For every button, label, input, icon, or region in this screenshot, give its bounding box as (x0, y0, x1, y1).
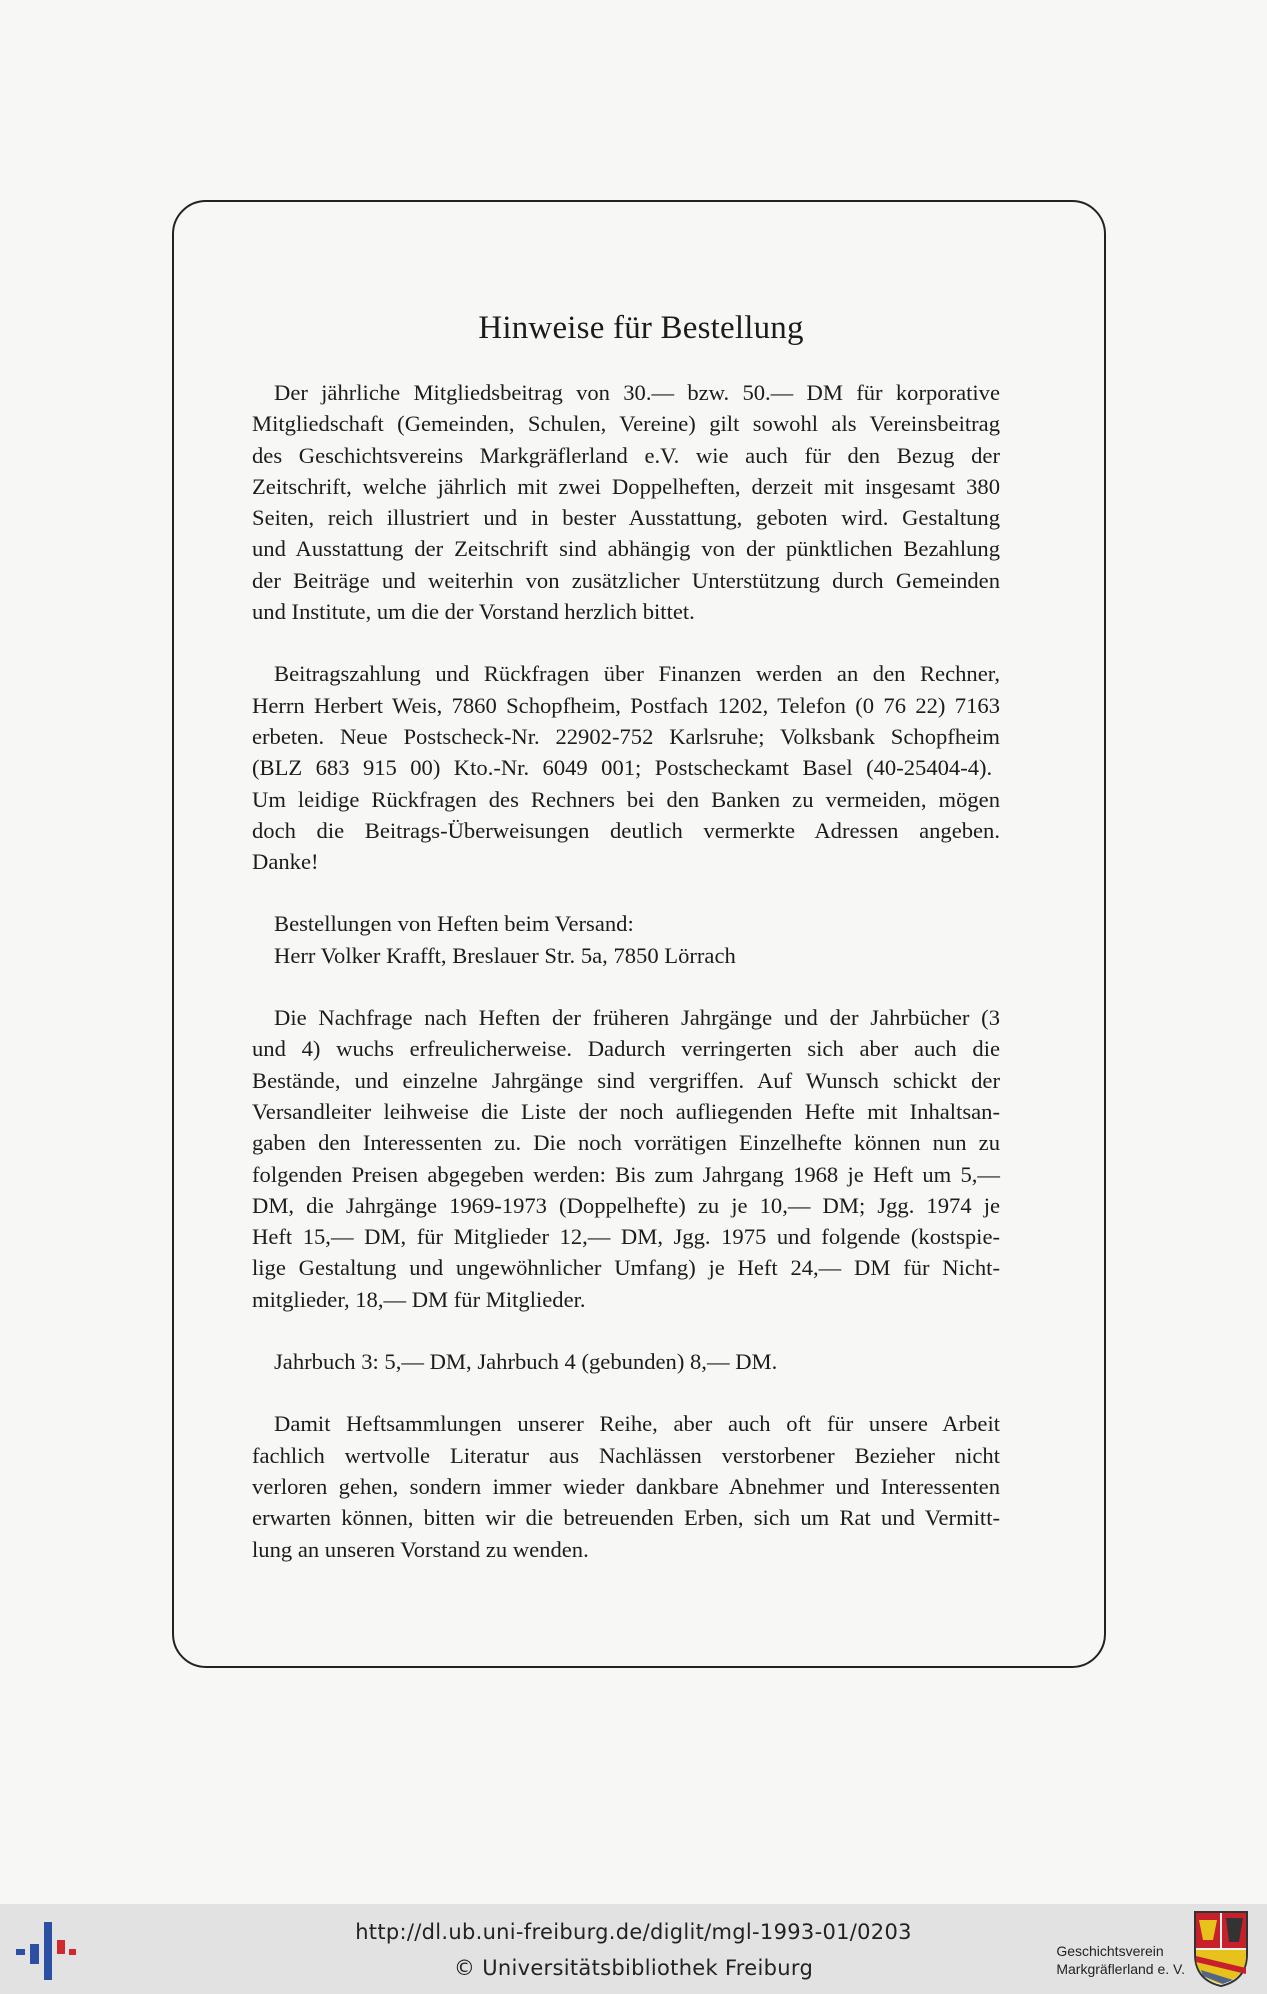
society-name (1056, 1942, 1185, 1978)
text-line: der Beiträge und weiterhin von zusätzlicher Unterstützung durch Gemeinden (252, 567, 1000, 593)
text-line: und 4) wuchs erfreulicherweise. Dadurch verringerten sich aber auch die (252, 1036, 1000, 1062)
paragraph-list (252, 377, 1022, 1565)
society-name-line2: Markgräflerland e. V. (1056, 1961, 1185, 1977)
text-line: (BLZ 683 915 00) Kto.-Nr. 6049 001; Postscheckamt Basel (40-25404-4). (252, 755, 993, 781)
text-line: Zeitschrift, welche jährlich mit zwei Doppelheften, derzeit mit insgesamt 380 (252, 473, 1000, 499)
text-line: DM, die Jahrgänge 1969-1973 (Doppelhefte) zu je 10,— DM; Jgg. 1974 je (252, 1192, 1000, 1218)
paragraph (252, 1002, 1022, 1315)
text-line: erwarten können, bitten wir die betreuenden Erben, sich um Rat und Vermitt- (252, 1505, 1000, 1531)
text-line: Danke! (252, 849, 319, 875)
paragraph (252, 908, 1022, 971)
viewer-footer (0, 1904, 1267, 1994)
paragraph (252, 1408, 1022, 1564)
text-line: gaben den Interessenten zu. Die noch vorrätigen Einzelhefte können nun zu (252, 1130, 1000, 1156)
text-line: Herr Volker Krafft, Breslauer Str. 5a, 7850 Lörrach (274, 942, 736, 968)
text-line: und Institute, um die der Vorstand herzlich bittet. (252, 599, 695, 625)
text-line: Herrn Herbert Weis, 7860 Schopfheim, Postfach 1202, Telefon (0 76 22) 7163 (252, 692, 1000, 718)
page-title: Hinweise für Bestellung (478, 310, 804, 346)
text-line: Jahrbuch 3: 5,— DM, Jahrbuch 4 (gebunden) 8,— DM. (274, 1349, 778, 1375)
text-line: Heft 15,— DM, für Mitglieder 12,— DM, Jgg. 1975 und folgende (kostspie- (252, 1224, 1000, 1250)
text-line: des Geschichtsvereins Markgräflerland e.V. wie auch für den Bezug der (252, 442, 1000, 468)
text-line: Bestände, und einzelne Jahrgänge sind vergriffen. Auf Wunsch schickt der (252, 1067, 1000, 1093)
page-permalink[interactable]: http://dl.ub.uni-freiburg.de/diglit/mgl-1993-01/0203 (355, 1920, 912, 1944)
text-line: Damit Heftsammlungen unserer Reihe, aber auch oft für unsere Arbeit (274, 1411, 1000, 1437)
document-body (252, 310, 1022, 1596)
text-line: Der jährliche Mitgliedsbeitrag von 30.— bzw. 50.— DM für korporative (274, 380, 1000, 405)
text-line: erbeten. Neue Postscheck-Nr. 22902-752 Karlsruhe; Volksbank Schopfheim (252, 723, 1000, 749)
copyright-notice: © Universitätsbibliothek Freiburg (453, 1956, 814, 1980)
text-line: Mitgliedschaft (Gemeinden, Schulen, Vereine) gilt sowohl als Vereinsbeitrag (252, 411, 1000, 437)
paragraph (252, 658, 1022, 877)
society-name-line1: Geschichtsverein (1056, 1943, 1164, 1959)
text-line: lung an unseren Vorstand zu wenden. (252, 1536, 589, 1562)
text-line: Bestellungen von Heften beim Versand: (274, 911, 634, 937)
text-line: und Ausstattung der Zeitschrift sind abhängig von der pünktlichen Bezahlung (252, 536, 1000, 562)
text-line: Die Nachfrage nach Heften der früheren Jahrgänge und der Jahrbücher (3 (274, 1005, 1000, 1031)
society-crest-icon (1193, 1910, 1249, 1988)
paragraph (252, 1346, 1022, 1377)
text-line: verloren gehen, sondern immer wieder dankbare Abnehmer und Interessenten (252, 1473, 1000, 1499)
text-line: lige Gestaltung und ungewöhnlicher Umfang) je Heft 24,— DM für Nicht- (252, 1255, 1000, 1281)
text-line: folgenden Preisen abgegeben werden: Bis zum Jahrgang 1968 je Heft um 5,— (252, 1161, 1000, 1187)
text-line: Um leidige Rückfragen des Rechners bei den Banken zu vermeiden, mögen (252, 786, 1000, 812)
paragraph (252, 377, 1022, 627)
text-line: Beitragszahlung und Rückfragen über Finanzen werden an den Rechner, (274, 661, 1000, 687)
text-line: Seiten, reich illustriert und in bester Ausstattung, geboten wird. Gestaltung (252, 505, 1000, 531)
text-line: mitglieder, 18,— DM für Mitglieder. (252, 1286, 586, 1312)
text-line: doch die Beitrags-Überweisungen deutlich vermerkte Adressen angeben. (252, 817, 1000, 843)
text-line: fachlich wertvolle Literatur aus Nachlässen verstorbener Bezieher nicht (252, 1442, 1000, 1468)
text-line: Versandleiter leihweise die Liste der noch aufliegenden Hefte mit Inhaltsan- (252, 1098, 1000, 1124)
